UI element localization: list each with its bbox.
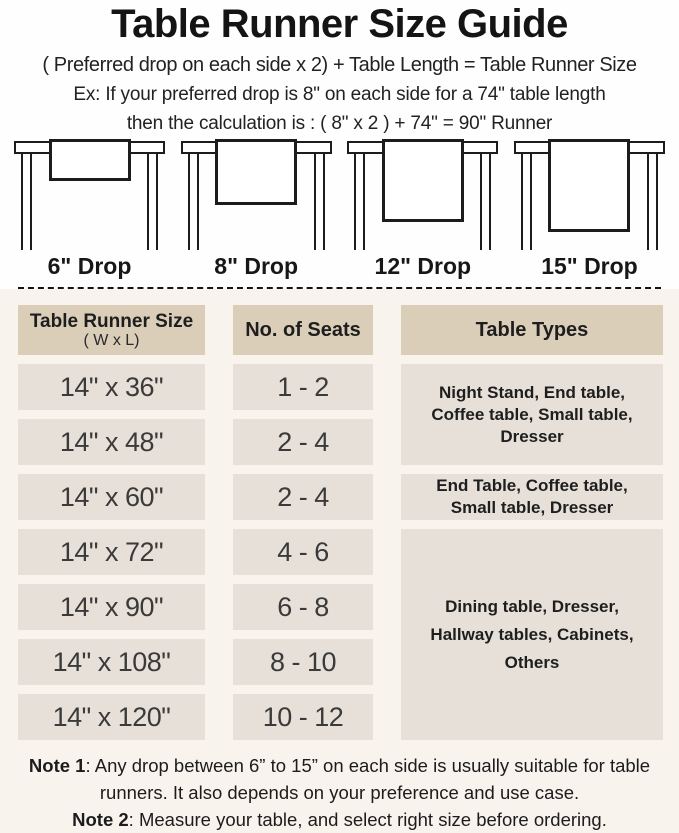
seats-cell — [233, 419, 373, 465]
seats-cell — [233, 474, 373, 520]
seats-value: 1 - 2 — [277, 371, 329, 402]
seats-value: 10 - 12 — [262, 701, 344, 732]
note-2-text: : Measure your table, and select right size before ordering. — [128, 809, 607, 830]
example-line-1: Ex: If your preferred drop is 8" on each side for a 74" table length — [73, 84, 606, 105]
size-value: 14" x 72" — [59, 536, 164, 567]
column-header-seats-label: No. of Seats — [245, 318, 361, 341]
size-cell — [18, 639, 205, 685]
size-table — [18, 305, 679, 740]
column-header-seats — [233, 305, 373, 355]
drop-label-6: 6" Drop — [47, 253, 132, 279]
seats-value: 2 - 4 — [277, 481, 329, 512]
size-cell — [18, 419, 205, 465]
seats-cell — [233, 639, 373, 685]
drop-labels-row — [0, 253, 679, 280]
table-leg-icon — [21, 153, 32, 250]
types-cell-group-3: Dining table, Dresser, Hallway tables, Cabinets, Others — [401, 529, 663, 740]
table-leg-icon — [647, 153, 658, 250]
seats-value: 8 - 10 — [269, 646, 337, 677]
types-cell-group-1: Night Stand, End table, Coffee table, Small table, Dresser — [401, 364, 663, 465]
size-cell — [18, 529, 205, 575]
size-value: 14" x 60" — [59, 481, 164, 512]
note-2-label: Note 2 — [72, 809, 129, 830]
size-cell — [18, 474, 205, 520]
seats-cell — [233, 584, 373, 630]
size-value: 14" x 108" — [52, 646, 171, 677]
column-header-runner-size-sub: ( W x L) — [83, 331, 140, 349]
column-header-runner-size-label: Table Runner Size — [29, 310, 194, 332]
seats-cell — [233, 529, 373, 575]
runner-drape-icon — [49, 139, 131, 181]
size-value: 14" x 36" — [59, 371, 164, 402]
column-header-runner-size — [18, 305, 205, 355]
size-table-section — [0, 289, 679, 833]
table-leg-icon — [147, 153, 158, 250]
size-value: 14" x 48" — [59, 426, 164, 457]
types-cell-group-2: End Table, Coffee table, Small table, Dresser — [401, 474, 663, 520]
column-header-table-types-label: Table Types — [475, 318, 589, 341]
note-1-label: Note 1 — [28, 755, 86, 776]
example-line-2: then the calculation is : ( 8" x 2 ) + 74" = 90" Runner — [126, 113, 553, 134]
size-cell — [18, 364, 205, 410]
table-leg-icon — [314, 153, 325, 250]
seats-cell — [233, 364, 373, 410]
runner-drape-icon — [215, 139, 297, 205]
table-leg-icon — [354, 153, 365, 250]
table-illustration-8-drop — [181, 141, 332, 250]
note-1 — [4, 752, 675, 806]
table-leg-icon — [480, 153, 491, 250]
size-cell — [18, 694, 205, 740]
drop-label-15: 15" Drop — [541, 253, 638, 279]
drop-label-12: 12" Drop — [374, 253, 472, 279]
runner-drape-icon — [382, 139, 464, 222]
notes-block — [4, 752, 675, 833]
note-1-text: : Any drop between 6” to 15” on each side is usually suitable for table runners. It also depends on your preference and use case. — [85, 755, 651, 803]
seats-value: 4 - 6 — [277, 536, 329, 567]
seats-value: 6 - 8 — [277, 591, 329, 622]
seats-cell — [233, 694, 373, 740]
runner-drape-icon — [548, 139, 630, 232]
seats-value: 2 - 4 — [277, 426, 329, 457]
table-leg-icon — [188, 153, 199, 250]
drop-label-8: 8" Drop — [214, 253, 299, 279]
size-cell — [18, 584, 205, 630]
table-illustration-12-drop — [347, 141, 498, 250]
formula-text: ( Preferred drop on each side x 2) + Table Length = Table Runner Size — [42, 54, 637, 76]
page-title: Table Runner Size Guide — [111, 2, 568, 46]
table-illustration-15-drop — [514, 141, 665, 250]
table-illustration-6-drop — [14, 141, 165, 250]
size-value: 14" x 120" — [52, 701, 171, 732]
size-value: 14" x 90" — [59, 591, 164, 622]
drop-illustrations — [0, 141, 679, 250]
note-2 — [4, 806, 675, 833]
table-leg-icon — [521, 153, 532, 250]
column-header-table-types — [401, 305, 663, 355]
header-section — [0, 0, 679, 289]
